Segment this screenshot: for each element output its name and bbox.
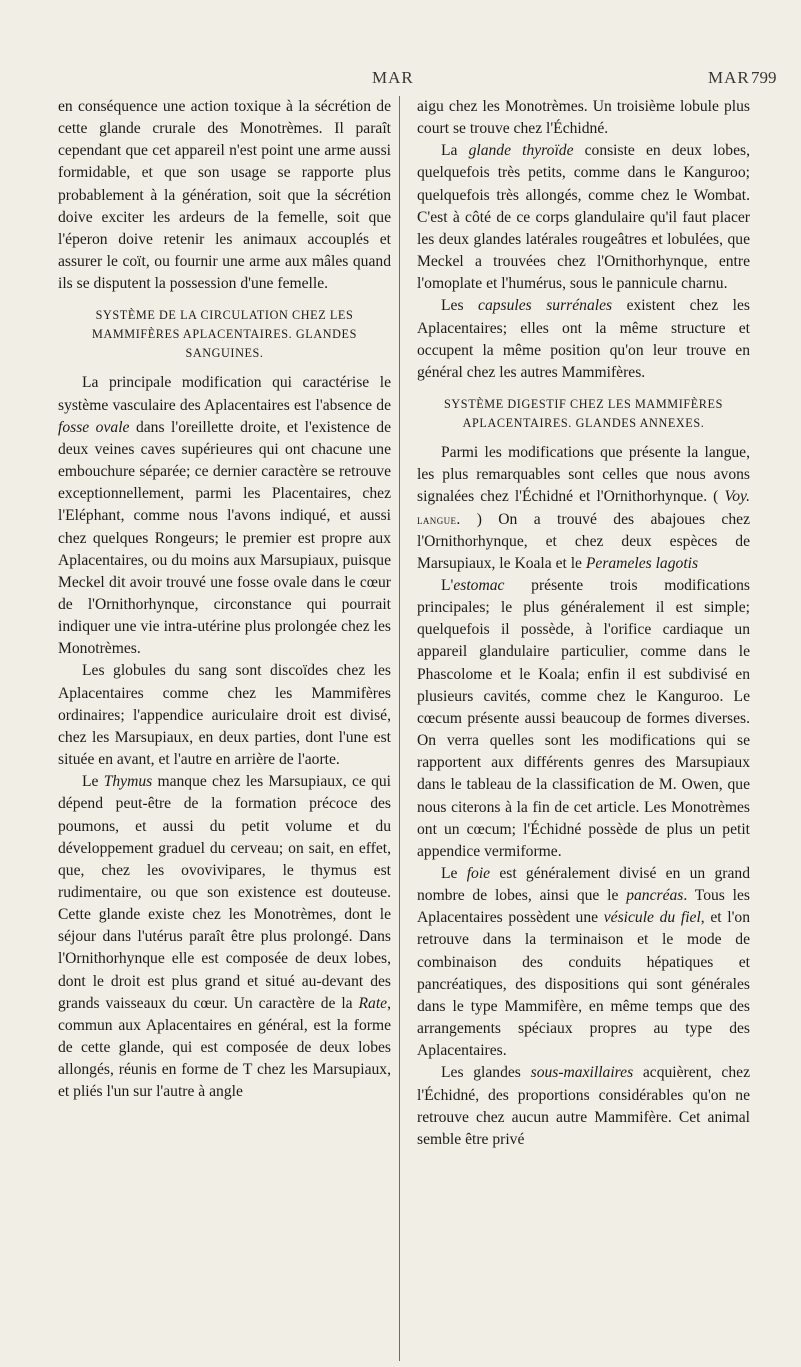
column-divider — [399, 96, 400, 1361]
right-column — [417, 96, 750, 1151]
term-rate: Rate — [358, 994, 388, 1012]
term-perameles: Perameles lagotis — [585, 554, 699, 572]
running-head-left: MAR — [372, 68, 414, 87]
paragraph-tongue: Parmi les modifications que présente la langue, les plus remarquables sont celles que nous avons signalées chez l'Échidné et l'Ornithorhynque. ( Voy. langue. ) On a trouvé des abajoues chez l'Ornithorhynque, et chez deux espèces de Marsupiaux, le Koala et le Perameles lagotis — [417, 444, 750, 572]
term-estomac: estomac — [453, 576, 505, 594]
paragraph-stomach: L'estomac présente trois modifications principales; le plus généralement il est simple; quelquefois il possède, à l'orifice cardiaque un appareil glandulaire particulier, comme dans le Phascolome et le Koala; enfin il est subdivisé en plusieurs cavités, comme chez le Kanguroo. Le cœcum présente aussi beaucoup de formes diverses. On verra quelles sont les modifications qui se rapportent aux différents genres des Marsupiaux dans le tableau de la classification de M. Owen, que nous citerons à la fin de cet article. Les Monotrèmes ont un cœcum; l'Échidné possède de plus un petit appendice vermiforme. — [417, 576, 750, 860]
term-voy: Voy. — [724, 488, 750, 506]
paragraph-blood-globules: Les globules du sang sont discoïdes chez les Aplacentaires comme chez les Mammifères ordinaires; l'appendice auriculaire droit est divisé, chez les Marsupiaux, en deux parties, dont l'une est située en avant, et l'autre en arrière de l'aorte. — [58, 662, 391, 769]
paragraph-vascular-system: La principale modification qui caractérise le système vasculaire des Aplacentaires est l'absence de fosse ovale dans l'oreillette droite, et l'existence de deux veines caves supérieures qui ont chacune une embouchure séparée; ce dernier caractère se retrouve exceptionnellement, parmi les Placentaires, chez l'Eléphant, comme nous l'avons indiqué, et aussi chez quelques Rongeurs; le premier est propre aux Aplacentaires, ou du moins aux Marsupiaux, puisque Meckel dit avoir trouvé une fosse ovale dans le cœur de l'Ornithorhynque, circonstance qui pourrait indiquer une vie intra-utérine plus prolongée chez les Monotrèmes. — [58, 374, 392, 658]
term-glande-thyroide: glande thyroïde — [468, 142, 574, 160]
paragraph-thyroid: La glande thyroïde consiste en deux lobes, quelquefois très petits, comme dans le Kanguroo; quelquefois très allongés, comme chez le Wombat. C'est à côté de ce corps glandulaire qu'il faut placer les deux glandes latérales rougeâtres et lobulées, que Meckel a trouvées chez l'Ornithorhynque, entre l'omoplate et l'humérus, sous le pannicule charnu. — [417, 142, 750, 293]
paragraph-adrenal: Les capsules surrénales existent chez les Aplacentaires; elles ont la même structure et occupent la même position qu'on leur trouve en général chez les autres Mammifères. — [417, 297, 750, 381]
cross-reference-langue: langue — [417, 511, 457, 527]
left-column — [58, 96, 391, 1104]
term-capsules-surrenales: capsules surrénales — [478, 297, 613, 315]
term-foie: foie — [466, 865, 491, 882]
paragraph-thymus-spleen: Le Thymus manque chez les Marsupiaux, ce qui dépend peut-être de la formation précoce des poumons, et aussi du petit volume et du développement graduel du cerveau; on sait, en effet, que, chez les ovovivipares, le thymus est rudimentaire, ou que son existence est douteuse. Cette glande existe chez les Monotrèmes, dont le séjour dans l'utérus paraît être plus prolongé. Dans l'Ornithorhynque elle est composée de deux lobes, dont le droit est plus grand et situé au-devant des grands vaisseaux du cœur. Un caractère de la Rate, commun aux Aplacentaires en général, est la forme de cette glande, qui est composée de deux lobes allongés, réunis en forme de T chez les Marsupiaux, et pliés l'un sur l'autre à angle — [58, 773, 391, 1101]
running-head-right: MAR — [708, 68, 750, 87]
section-heading-circulation: SYSTÈME DE LA CIRCULATION CHEZ LES MAMMIFÈRES APLACENTAIRES. GLANDES SANGUINES. — [92, 308, 357, 361]
term-pancreas: pancréas — [626, 887, 684, 905]
term-sous-maxillaires: sous-maxillaires — [530, 1064, 634, 1082]
term-fosse-ovale: fosse ovale — [58, 418, 130, 436]
section-heading-digestive: SYSTÈME DIGESTIF CHEZ LES MAMMIFÈRES APLACENTAIRES. GLANDES ANNEXES. — [444, 397, 723, 431]
term-vesicule: vésicule du fiel — [603, 909, 701, 927]
paragraph-submaxillary: Les glandes sous-maxillaires acquièrent, chez l'Échidné, des proportions considérables qu'on ne retrouve chez aucun autre Mammifère. Cet animal semble être privé — [417, 1064, 750, 1148]
paragraph-gland-function: en conséquence une action toxique à la sécrétion de cette glande crurale des Monotrèmes. Il paraît cependant que cet appareil n'est point une arme aussi formidable, et que son usage se rapporte plus probablement à la génération, soit que la sécrétion doive exciter les ardeurs de la femelle, soit que l'éperon doive retenir les animaux accouplés et assurer le coït, ou fournir une arme aux mâles quand ils se disputent la possession d'une femelle. — [58, 98, 391, 293]
paragraph-liver: Le foie est généralement divisé en un grand nombre de lobes, ainsi que le pancréas. Tous les Aplacentaires possèdent une vésicule du fiel, et l'on retrouve dans la terminaison et le mode de combinaison des conduits hépatiques et pancréatiques, des dispositions qui sont générales dans le type Mammifère, en même temps que des arrangements spéciaux propres au type des Aplacentaires. — [417, 865, 751, 1060]
paragraph-lobule: aigu chez les Monotrèmes. Un troisième lobule plus court se trouve chez l'Échidné. — [417, 98, 750, 138]
page-number: 799 — [751, 68, 777, 87]
term-thymus: Thymus — [103, 773, 153, 791]
